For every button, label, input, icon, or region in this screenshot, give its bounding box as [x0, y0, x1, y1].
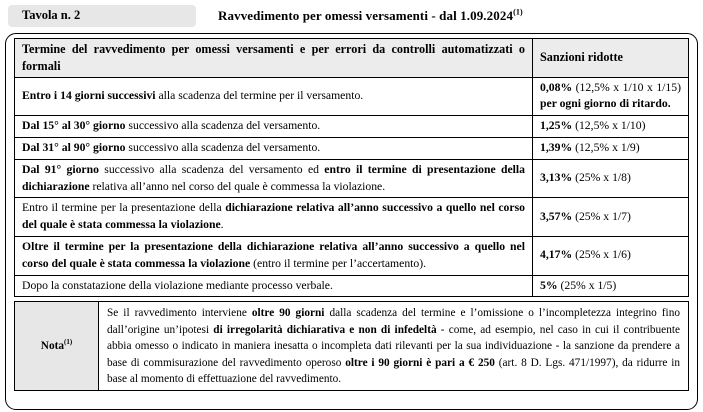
page-title: Ravvedimento per omessi versamenti - dal 1.09.2024$^{(1)}$	[218, 7, 523, 23]
sanzione-cell: 3,13% (25% x 1/8)	[533, 159, 689, 198]
table-row	[15, 275, 689, 297]
termine-cell: Dopo la constatazione della violazione mediante processo verbale.	[15, 275, 533, 297]
nota-section	[14, 301, 689, 391]
table-row	[15, 116, 689, 138]
nota-text: Se il ravvedimento interviene oltre 90 giorni dalla scadenza del termine e l’omissione o l’incompletezza integrino fino dall’origine un’ipotesi di irregolarità dichiarativa e non di infedeltà - come, ad esempio, nel caso in cui il contribuente abbia omesso o indicato in maniera inesatta o incompleta dati rilevanti per la sua individuazione - la sanzione da prendere a base di commisurazione del ravvedimento operoso oltre i 90 giorni è pari a € 250 (art. 8 D. Lgs. 471/1997), da ridurre in base al momento di effettuazione del ravvedimento.	[99, 302, 689, 391]
table-number-badge	[8, 5, 196, 27]
sanzione-cell: 3,57% (25% x 1/7)	[533, 198, 689, 237]
sanzione-cell: 0,08% (12,5% x 1/10 x 1/15) per ogni giorno di ritardo.	[533, 77, 689, 116]
sanzione-cell: 4,17% (25% x 1/6)	[533, 236, 689, 275]
nota-row	[15, 302, 689, 391]
table-row	[15, 198, 689, 237]
termine-cell: Entro i 14 giorni successivi alla scadenza del termine per il versamento.	[15, 77, 533, 116]
ravvedimento-table	[14, 38, 689, 297]
sanzione-cell: 1,25% (12,5% x 1/10)	[533, 116, 689, 138]
table-row	[15, 159, 689, 198]
table-header-row	[15, 39, 689, 78]
nota-label: Nota$^{(1)}$	[15, 302, 99, 391]
termine-cell: Entro il termine per la presentazione della dichiarazione relativa all’anno successivo a quello nel corso del quale è stata commessa la violazione.	[15, 198, 533, 237]
termine-cell: Dal 91° giorno successivo alla scadenza del versamento ed entro il termine di presentazione della dichiarazione relativa all’anno nel corso del quale è commessa la violazione.	[15, 159, 533, 198]
table-row	[15, 137, 689, 159]
document-header	[0, 0, 703, 29]
column-header-sanzioni: Sanzioni ridotte	[533, 39, 689, 78]
termine-cell: Dal 15° al 30° giorno successivo alla scadenza del versamento.	[15, 116, 533, 138]
termine-cell: Dal 31° al 90° giorno successivo alla scadenza del versamento.	[15, 137, 533, 159]
termine-cell: Oltre il termine per la presentazione della dichiarazione relativa all’anno successivo a quello nel corso del quale è stata commessa la violazione (entro il termine per l’accertamento).	[15, 236, 533, 275]
table-row	[15, 236, 689, 275]
sanzione-cell: 1,39% (12,5% x 1/9)	[533, 137, 689, 159]
table-number-label: Tavola n. 2	[22, 8, 81, 22]
rounded-table-container	[5, 33, 698, 410]
table-body	[15, 77, 689, 297]
sanzione-cell: 5% (25% x 1/5)	[533, 275, 689, 297]
column-header-termine: Termine del ravvedimento per omessi versamenti e per errori da controlli automatizzati o formali	[15, 39, 533, 78]
table-row	[15, 77, 689, 116]
